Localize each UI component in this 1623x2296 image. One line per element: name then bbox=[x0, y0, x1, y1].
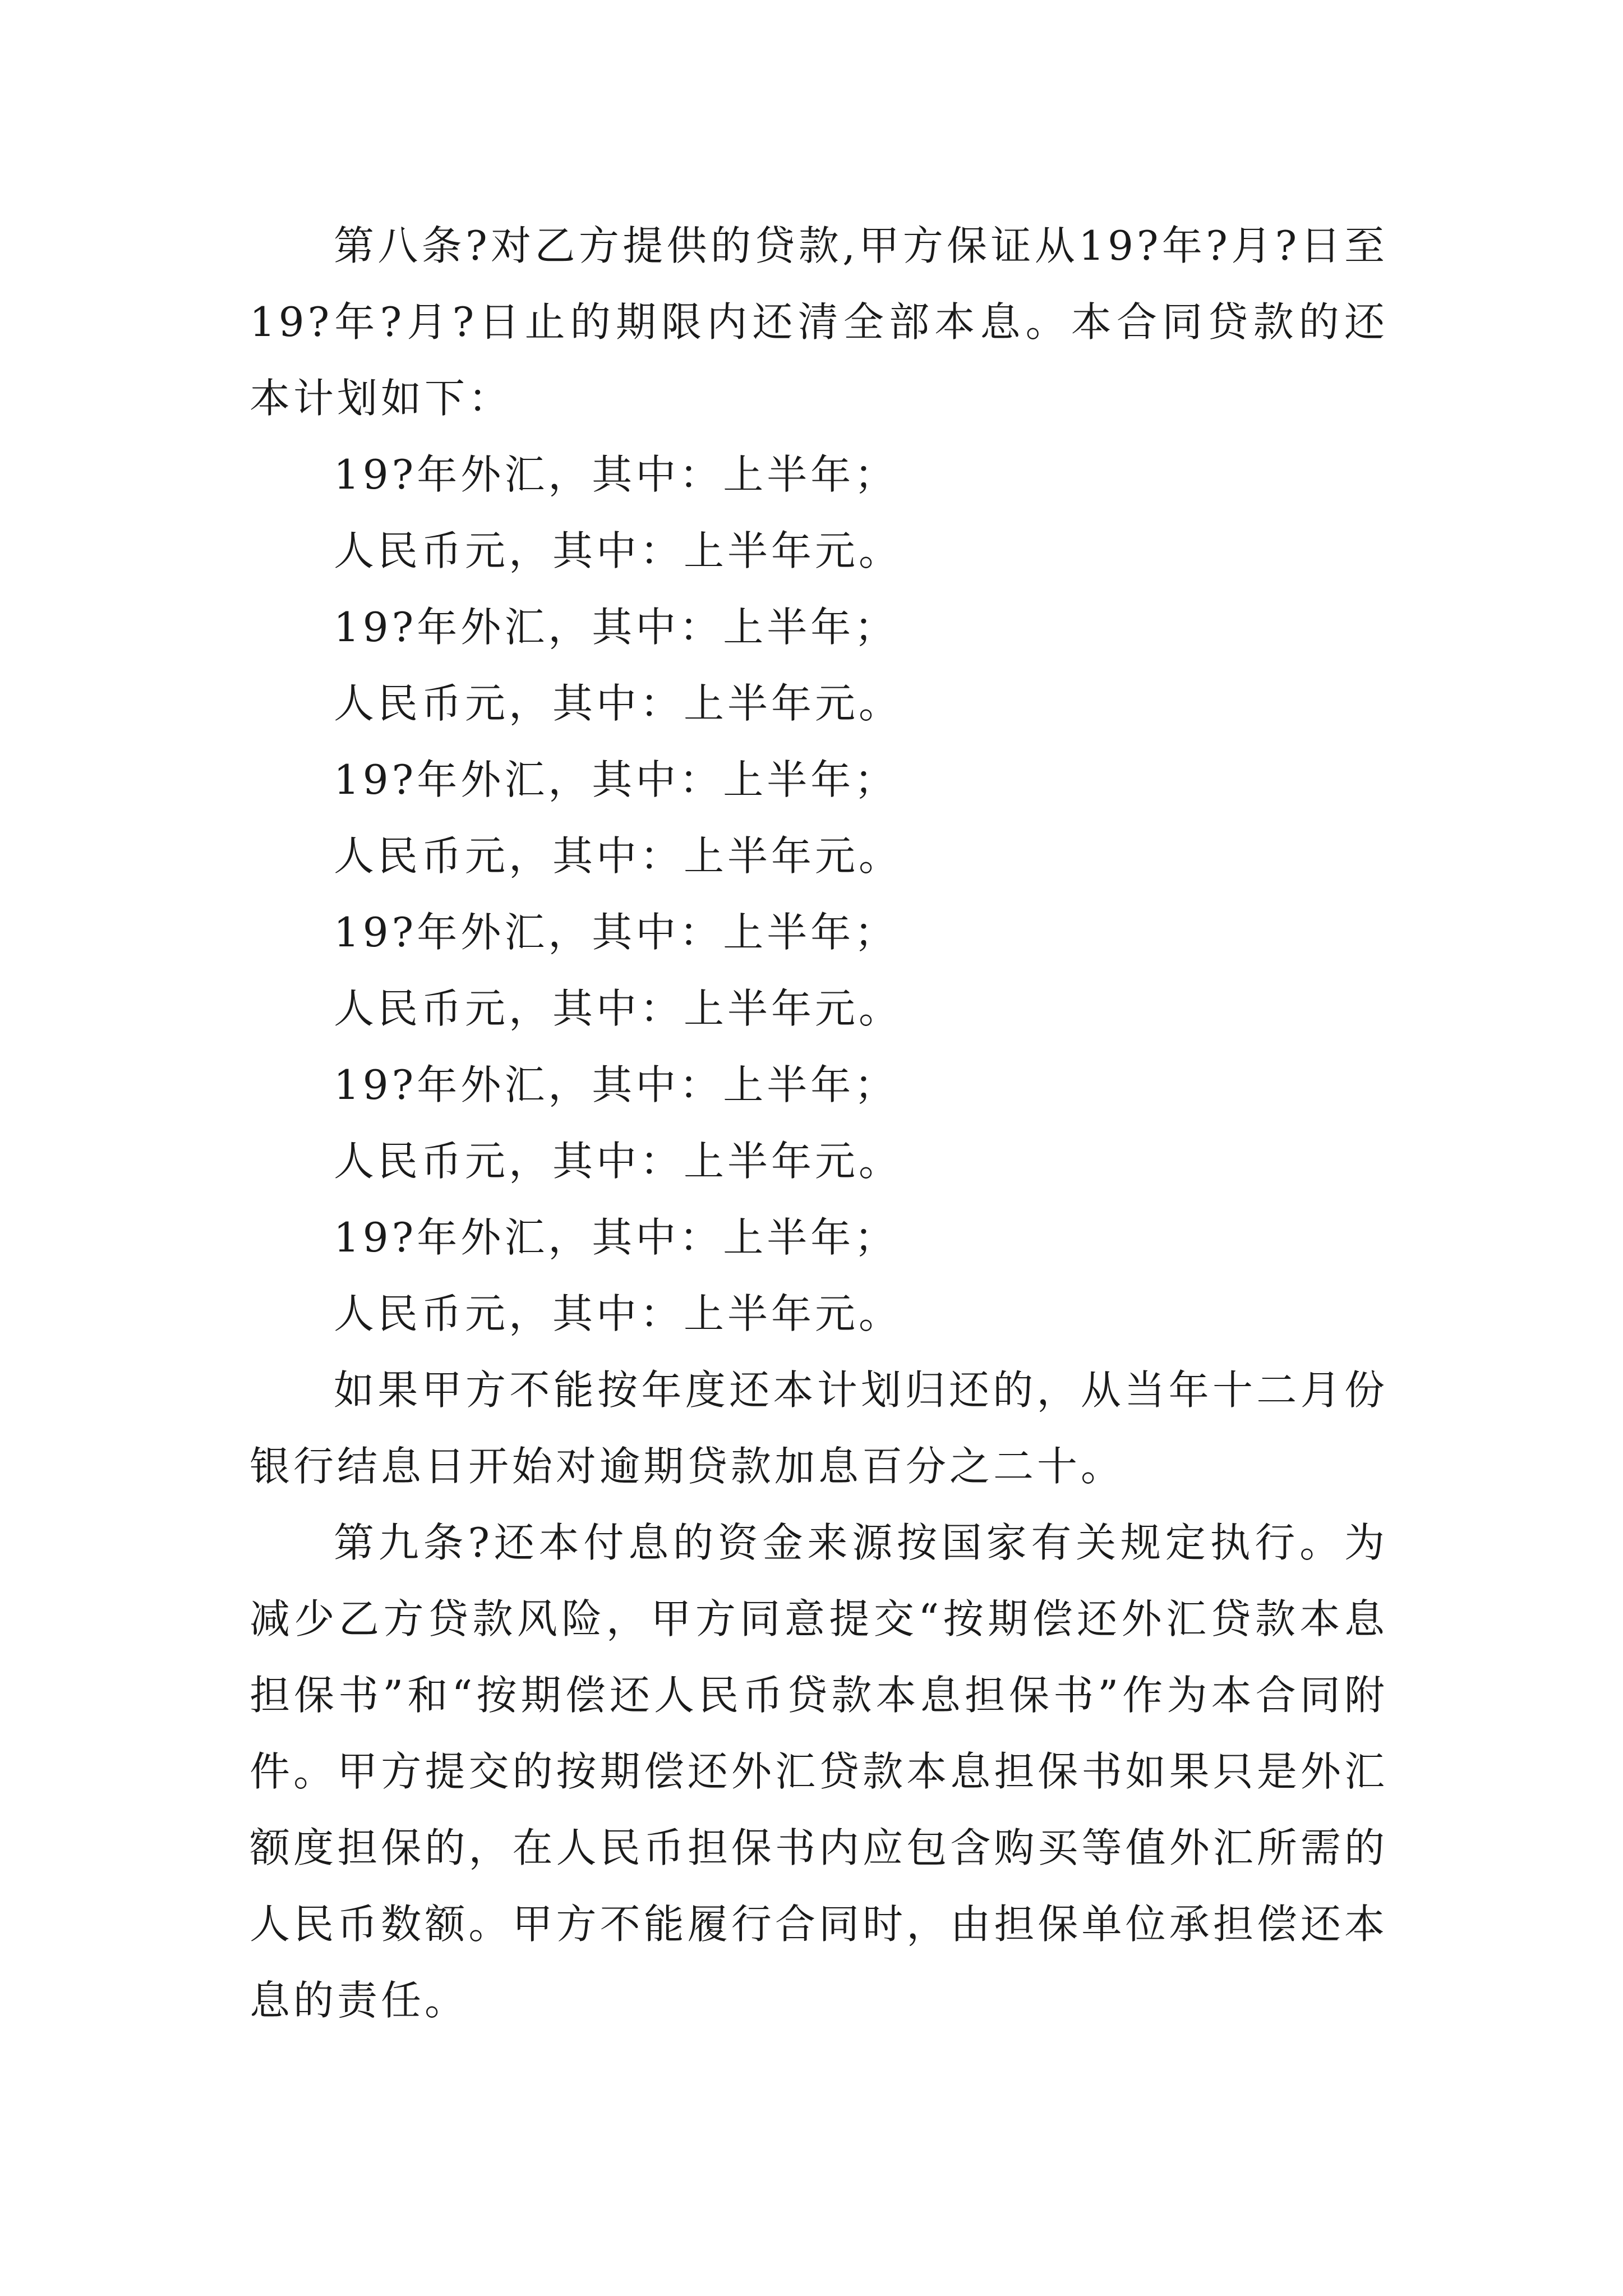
schedule-rmb-line: 人民币元，其中：上半年元。 bbox=[334, 527, 903, 574]
schedule-foreign-line: 19?年外汇，其中：上半年； bbox=[334, 1061, 898, 1108]
schedule-rmb-line: 人民币元，其中：上半年元。 bbox=[334, 680, 903, 727]
schedule-foreign-line: 19?年外汇，其中：上半年； bbox=[334, 604, 898, 651]
schedule-foreign-line: 19?年外汇，其中：上半年； bbox=[334, 451, 898, 498]
schedule-foreign-line: 19?年外汇，其中：上半年； bbox=[334, 909, 898, 956]
overdue-clause: 如果甲方不能按年度还本计划归还的，从当年十二月份银行结息日开始对逾期贷款加息百分之二十。 bbox=[250, 1366, 1388, 1490]
schedule-foreign-line: 19?年外汇，其中：上半年； bbox=[334, 756, 898, 803]
schedule-rmb-line: 人民币元，其中：上半年元。 bbox=[334, 832, 903, 880]
article-8-intro: 第八条?对乙方提供的贷款,甲方保证从19?年?月?日至19?年?月?日止的期限内还清全部本息。本合同贷款的还本计划如下： bbox=[250, 222, 1388, 422]
schedule-rmb-line: 人民币元，其中：上半年元。 bbox=[334, 1290, 903, 1337]
article-9: 第九条?还本付息的资金来源按国家有关规定执行。为减少乙方贷款风险，甲方同意提交“按期偿还外汇贷款本息担保书”和“按期偿还人民币贷款本息担保书”作为本合同附件。甲方提交的按期偿还外汇贷款本息担保书如果只是外汇额度担保的，在人民币担保书内应包含购买等值外汇所需的人民币数额。甲方不能履行合同时，由担保单位承担偿还本息的责任。 bbox=[250, 1519, 1388, 2024]
schedule-foreign-line: 19?年外汇，其中：上半年； bbox=[334, 1214, 898, 1261]
schedule-rmb-line: 人民币元，其中：上半年元。 bbox=[334, 985, 903, 1032]
document-body bbox=[250, 208, 1388, 2039]
schedule-rmb-line: 人民币元，其中：上半年元。 bbox=[334, 1138, 903, 1185]
